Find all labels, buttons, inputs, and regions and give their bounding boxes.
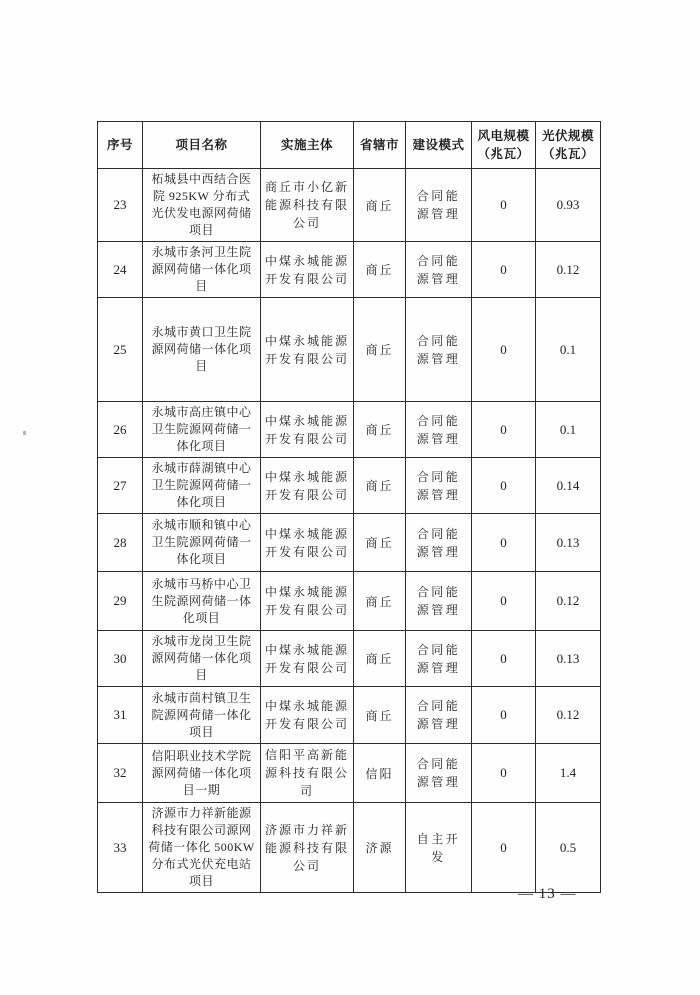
cell-project-name: 永城市顺和镇中心卫生院源网荷储一体化项目: [143, 514, 261, 572]
cell-project-name: 永城市黄口卫生院源网荷储一体化项目: [143, 298, 261, 402]
scan-artifact-dot: [23, 431, 26, 435]
cell-entity: 中煤永城能源开发有限公司: [261, 631, 354, 687]
table-row: [98, 687, 601, 744]
cell-city: 商丘: [354, 514, 406, 572]
cell-wind-scale: 0: [472, 242, 536, 298]
table-row: [98, 631, 601, 687]
cell-mode: 合同能源管理: [406, 514, 472, 572]
cell-pv-scale: 0.14: [536, 458, 601, 514]
header-mode: 建设模式: [406, 122, 472, 169]
cell-wind-scale: 0: [472, 572, 536, 631]
cell-entity: 中煤永城能源开发有限公司: [261, 242, 354, 298]
cell-pv-scale: 0.13: [536, 631, 601, 687]
table-row: [98, 298, 601, 402]
cell-city: 商丘: [354, 169, 406, 242]
cell-city: 商丘: [354, 631, 406, 687]
cell-project-name: 信阳职业技术学院源网荷储一体化项目一期: [143, 744, 261, 803]
cell-pv-scale: 0.12: [536, 572, 601, 631]
table-body: [98, 169, 601, 893]
cell-mode: 合同能源管理: [406, 687, 472, 744]
cell-project-name: 永城市茴村镇卫生院源网荷储一体化项目: [143, 687, 261, 744]
cell-mode: 合同能源管理: [406, 631, 472, 687]
table-row: [98, 572, 601, 631]
cell-city: 商丘: [354, 242, 406, 298]
cell-project-name: 永城市马桥中心卫生院源网荷储一体化项目: [143, 572, 261, 631]
cell-seq: 31: [98, 687, 143, 744]
cell-mode: 合同能源管理: [406, 572, 472, 631]
header-entity: 实施主体: [261, 122, 354, 169]
cell-wind-scale: 0: [472, 744, 536, 803]
cell-project-name: 永城市条河卫生院源网荷储一体化项目: [143, 242, 261, 298]
cell-seq: 28: [98, 514, 143, 572]
cell-entity: 济源市力祥新能源科技有限公司: [261, 803, 354, 893]
cell-seq: 30: [98, 631, 143, 687]
cell-pv-scale: 0.12: [536, 687, 601, 744]
cell-mode: 合同能源管理: [406, 402, 472, 458]
header-wind-scale: 风电规模（兆瓦）: [472, 122, 536, 169]
cell-mode: 合同能源管理: [406, 458, 472, 514]
cell-seq: 33: [98, 803, 143, 893]
cell-pv-scale: 1.4: [536, 744, 601, 803]
cell-entity: 商丘市小亿新能源科技有限公司: [261, 169, 354, 242]
cell-project-name: 济源市力祥新能源科技有限公司源网荷储一体化 500KW 分布式光伏充电站项目: [143, 803, 261, 893]
cell-seq: 25: [98, 298, 143, 402]
cell-city: 商丘: [354, 298, 406, 402]
cell-pv-scale: 0.93: [536, 169, 601, 242]
table-row: [98, 402, 601, 458]
cell-project-name: 永城市薛湖镇中心卫生院源网荷储一体化项目: [143, 458, 261, 514]
cell-seq: 26: [98, 402, 143, 458]
cell-city: 信阳: [354, 744, 406, 803]
cell-entity: 信阳平高新能源科技有限公司: [261, 744, 354, 803]
table-row: [98, 514, 601, 572]
cell-wind-scale: 0: [472, 803, 536, 893]
table-row: [98, 169, 601, 242]
page-number: — 13 —: [518, 886, 577, 902]
cell-seq: 29: [98, 572, 143, 631]
cell-pv-scale: 0.12: [536, 242, 601, 298]
cell-seq: 23: [98, 169, 143, 242]
cell-project-name: 永城市高庄镇中心卫生院源网荷储一体化项目: [143, 402, 261, 458]
cell-entity: 中煤永城能源开发有限公司: [261, 402, 354, 458]
cell-entity: 中煤永城能源开发有限公司: [261, 514, 354, 572]
cell-project-name: 永城市龙岗卫生院源网荷储一体化项目: [143, 631, 261, 687]
cell-wind-scale: 0: [472, 298, 536, 402]
cell-wind-scale: 0: [472, 458, 536, 514]
header-seq: 序号: [98, 122, 143, 169]
header-pv-scale: 光伏规模（兆瓦）: [536, 122, 601, 169]
header-project-name: 项目名称: [143, 122, 261, 169]
cell-city: 商丘: [354, 402, 406, 458]
cell-city: 商丘: [354, 458, 406, 514]
cell-pv-scale: 0.5: [536, 803, 601, 893]
cell-project-name: 柘城县中西结合医院 925KW 分布式光伏发电源网荷储项目: [143, 169, 261, 242]
cell-wind-scale: 0: [472, 169, 536, 242]
cell-seq: 24: [98, 242, 143, 298]
header-city: 省辖市: [354, 122, 406, 169]
header-row: [98, 122, 601, 169]
cell-seq: 32: [98, 744, 143, 803]
cell-wind-scale: 0: [472, 402, 536, 458]
cell-mode: 合同能源管理: [406, 169, 472, 242]
cell-wind-scale: 0: [472, 631, 536, 687]
cell-entity: 中煤永城能源开发有限公司: [261, 572, 354, 631]
cell-mode: 自主开发: [406, 803, 472, 893]
cell-mode: 合同能源管理: [406, 298, 472, 402]
cell-pv-scale: 0.1: [536, 298, 601, 402]
cell-mode: 合同能源管理: [406, 744, 472, 803]
table-header: [98, 122, 601, 169]
cell-entity: 中煤永城能源开发有限公司: [261, 298, 354, 402]
table-row: [98, 458, 601, 514]
cell-city: 商丘: [354, 572, 406, 631]
cell-city: 济源: [354, 803, 406, 893]
cell-entity: 中煤永城能源开发有限公司: [261, 687, 354, 744]
cell-wind-scale: 0: [472, 514, 536, 572]
cell-pv-scale: 0.1: [536, 402, 601, 458]
cell-seq: 27: [98, 458, 143, 514]
cell-entity: 中煤永城能源开发有限公司: [261, 458, 354, 514]
table-row: [98, 242, 601, 298]
cell-wind-scale: 0: [472, 687, 536, 744]
project-table: [97, 121, 601, 893]
cell-mode: 合同能源管理: [406, 242, 472, 298]
cell-pv-scale: 0.13: [536, 514, 601, 572]
cell-city: 商丘: [354, 687, 406, 744]
table-row: [98, 744, 601, 803]
table-row: [98, 803, 601, 893]
